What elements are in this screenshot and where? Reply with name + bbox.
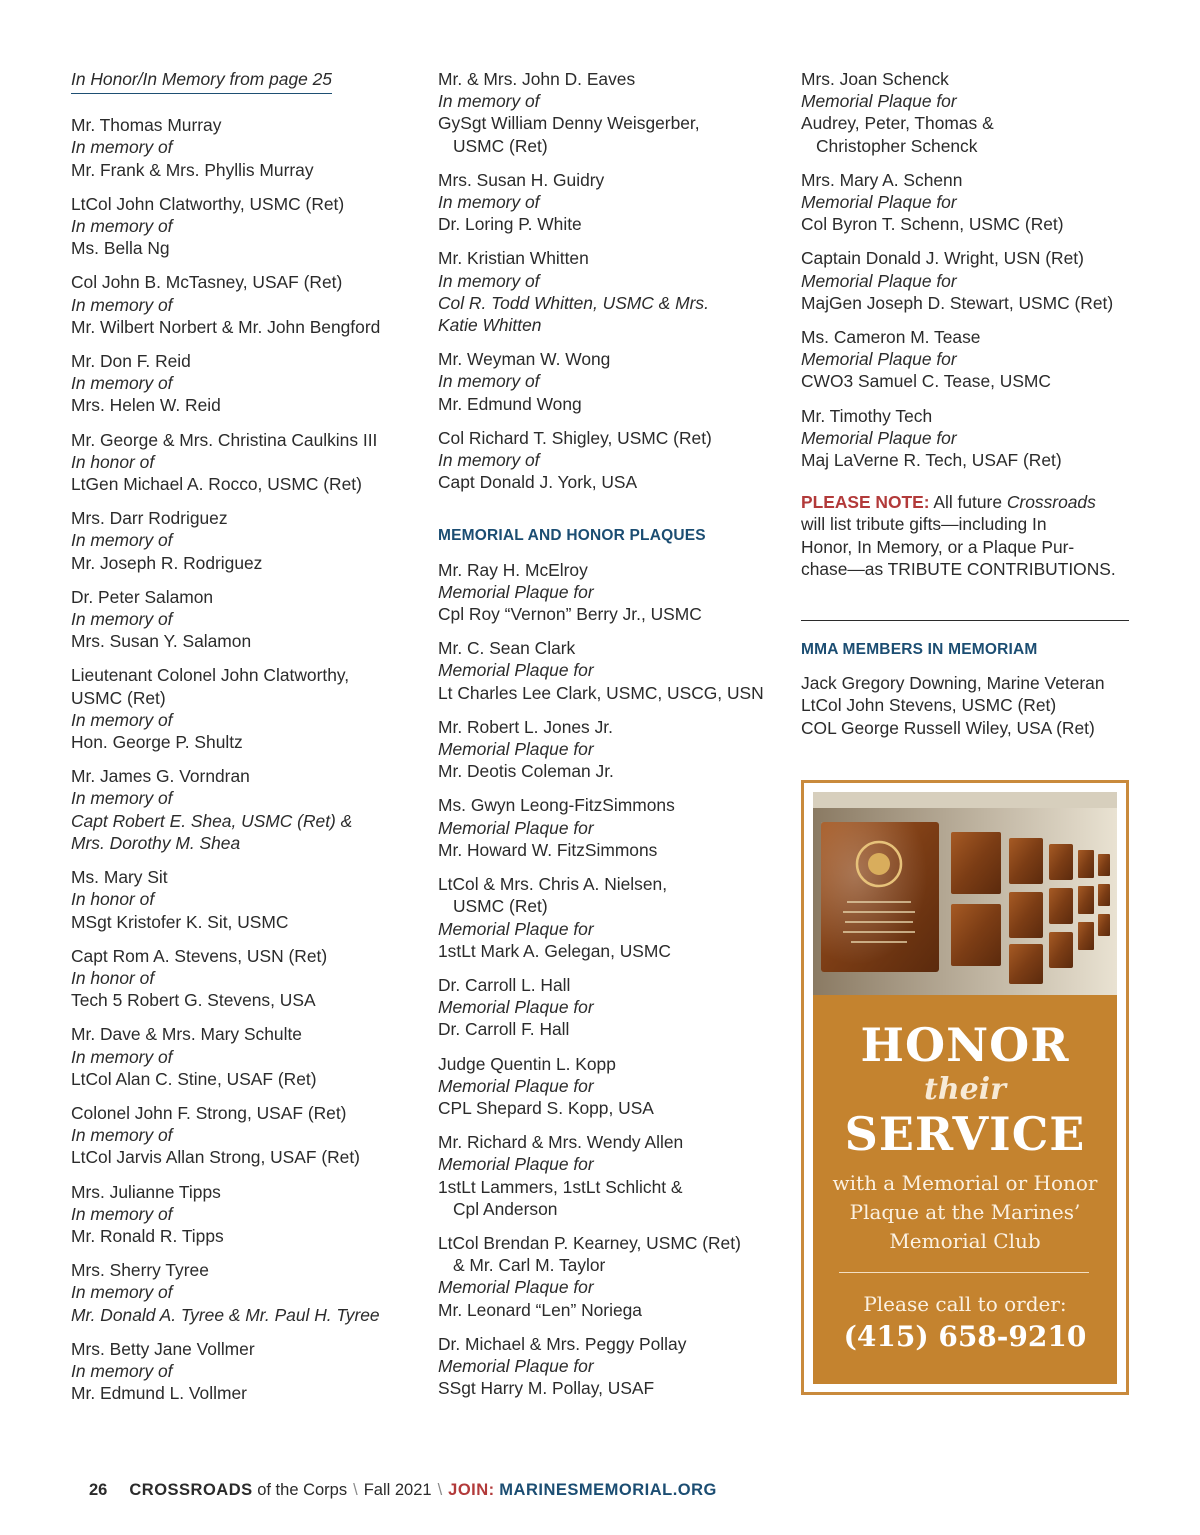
tribute-entry bbox=[71, 507, 411, 574]
honoree-name: Mr. Ronald R. Tipps bbox=[71, 1225, 224, 1246]
donor-name: Mr. Timothy Tech bbox=[801, 405, 933, 426]
honoree-name: Mrs. Helen W. Reid bbox=[71, 395, 221, 416]
honoree-name: Mrs. Susan Y. Salamon bbox=[71, 631, 252, 652]
tribute-type: Memorial Plaque for bbox=[438, 739, 594, 760]
honoree-name: USMC (Ret) bbox=[453, 896, 548, 917]
plaque-entry bbox=[801, 169, 1131, 236]
tribute-type: Memorial Plaque for bbox=[438, 918, 594, 939]
donor-name: Captain Donald J. Wright, USN (Ret) bbox=[801, 248, 1084, 269]
plaques-list-continued bbox=[801, 68, 1131, 471]
honoree-name: LtGen Michael A. Rocco, USMC (Ret) bbox=[71, 474, 362, 495]
ad-honor-text: HONOR bbox=[860, 1018, 1070, 1072]
donor-name: Mrs. Joan Schenck bbox=[801, 69, 949, 89]
tribute-type: Memorial Plaque for bbox=[801, 349, 957, 370]
member-name: LtCol John Stevens, USMC (Ret) bbox=[801, 695, 1057, 716]
page-footer bbox=[89, 1479, 717, 1501]
tribute-type: In memory of bbox=[71, 788, 173, 809]
donor-name: Ms. Mary Sit bbox=[71, 867, 168, 888]
donor-name: Mrs. Julianne Tipps bbox=[71, 1181, 221, 1202]
footer-separator: \ bbox=[437, 1481, 443, 1499]
donor-name: Mr. Don F. Reid bbox=[71, 351, 191, 372]
honoree-name: Dr. Loring P. White bbox=[438, 214, 582, 235]
honoree-name: Lt Charles Lee Clark, USMC, USCG, USN bbox=[438, 682, 764, 703]
ad-their-text: their bbox=[924, 1072, 1006, 1107]
join-label: JOIN: bbox=[448, 1481, 495, 1499]
tribute-entry bbox=[71, 429, 411, 496]
honoree-name: Mr. Deotis Coleman Jr. bbox=[438, 761, 614, 782]
donor-name: Mr. James G. Vorndran bbox=[71, 766, 250, 787]
honoree-name: CWO3 Samuel C. Tease, USMC bbox=[801, 371, 1051, 392]
donor-name: Colonel John F. Strong, USAF (Ret) bbox=[71, 1102, 347, 1123]
honoree-name: Tech 5 Robert G. Stevens, USA bbox=[71, 990, 316, 1011]
honoree-name: Ms. Bella Ng bbox=[71, 238, 170, 259]
note-text: All future bbox=[929, 492, 1007, 513]
donor-name: Dr. Michael & Mrs. Peggy Pollay bbox=[438, 1333, 687, 1354]
note-text: Honor, In Memory, or a Plaque Pur- bbox=[801, 536, 1075, 557]
tribute-type: Memorial Plaque for bbox=[438, 1355, 594, 1376]
column-left bbox=[71, 68, 411, 1416]
donor-name: Mr. Kristian Whitten bbox=[438, 248, 589, 269]
note-text: chase—as TRIBUTE CONTRIBUTIONS. bbox=[801, 558, 1116, 579]
tribute-entry bbox=[71, 664, 411, 753]
tribute-type: In memory of bbox=[71, 373, 173, 394]
honoree-name: Mr. Edmund L. Vollmer bbox=[71, 1383, 247, 1404]
donor-name: Mrs. Betty Jane Vollmer bbox=[71, 1338, 255, 1359]
mma-heading: MMA MEMBERS IN MEMORIAM bbox=[801, 641, 1038, 659]
tribute-type: Memorial Plaque for bbox=[438, 817, 594, 838]
honoree-name: MajGen Joseph D. Stewart, USMC (Ret) bbox=[801, 292, 1114, 313]
tribute-type: In honor of bbox=[71, 967, 155, 988]
honoree-name: Mr. Frank & Mrs. Phyllis Murray bbox=[71, 159, 314, 180]
tribute-type: In memory of bbox=[71, 1360, 173, 1381]
tribute-type: Memorial Plaque for bbox=[438, 660, 594, 681]
plaque-entry bbox=[438, 1232, 778, 1321]
tribute-type: In memory of bbox=[71, 609, 173, 630]
honoree-name: USMC (Ret) bbox=[71, 687, 166, 708]
plaque-entry bbox=[438, 1333, 778, 1400]
magazine-title: CROSSROADS bbox=[129, 1481, 253, 1499]
honoree-name: Mr. Wilbert Norbert & Mr. John Bengford bbox=[71, 316, 381, 337]
donor-name: Dr. Carroll L. Hall bbox=[438, 974, 571, 995]
plaque-advertisement[interactable] bbox=[801, 780, 1129, 1395]
honoree-name: SSgt Harry M. Pollay, USAF bbox=[438, 1378, 655, 1399]
member-name: COL George Russell Wiley, USA (Ret) bbox=[801, 717, 1095, 738]
plaque-entry bbox=[801, 326, 1131, 393]
tribute-type: In memory of bbox=[71, 216, 173, 237]
donor-name: Mr. Robert L. Jones Jr. bbox=[438, 716, 613, 737]
tribute-entry bbox=[71, 350, 411, 417]
tribute-type: In memory of bbox=[71, 1125, 173, 1146]
tribute-entry bbox=[71, 1181, 411, 1248]
honoree-name: LtCol Jarvis Allan Strong, USAF (Ret) bbox=[71, 1147, 360, 1168]
plaque-entry bbox=[438, 1053, 778, 1120]
plaque-entry bbox=[801, 405, 1131, 472]
donor-name: Col John B. McTasney, USAF (Ret) bbox=[71, 272, 343, 293]
plaque-entry bbox=[438, 1131, 778, 1220]
website-link[interactable]: MARINESMEMORIAL.ORG bbox=[499, 1481, 717, 1499]
donor-name: Mrs. Mary A. Schenn bbox=[801, 169, 963, 190]
honoree-name: Mr. Edmund Wong bbox=[438, 393, 582, 414]
tribute-type: In memory of bbox=[71, 709, 173, 730]
donor-name: Ms. Cameron M. Tease bbox=[801, 327, 981, 348]
honoree-name: Mr. Howard W. FitzSimmons bbox=[438, 839, 658, 860]
please-note bbox=[801, 491, 1131, 580]
plaques-list bbox=[438, 559, 778, 1400]
tribute-type: In memory of bbox=[71, 530, 173, 551]
honoree-name: Christopher Schenck bbox=[816, 135, 978, 156]
honoree-name: Katie Whitten bbox=[438, 315, 542, 336]
column-middle bbox=[438, 68, 778, 1411]
donor-name: Mr. C. Sean Clark bbox=[438, 638, 576, 659]
tribute-entry bbox=[71, 271, 411, 338]
plaque-entry bbox=[438, 794, 778, 861]
honoree-name: & Mr. Carl M. Taylor bbox=[453, 1255, 606, 1276]
tribute-entry bbox=[71, 193, 411, 260]
honor-memory-list bbox=[71, 114, 411, 1404]
footer-separator: \ bbox=[353, 1481, 358, 1499]
memorial-plaque-wall-photo bbox=[813, 792, 1117, 995]
honoree-name: Mr. Joseph R. Rodriguez bbox=[71, 552, 263, 573]
donor-name: Mr. George & Mrs. Christina Caulkins III bbox=[71, 429, 378, 450]
tribute-entry bbox=[71, 1338, 411, 1405]
donor-name: LtCol John Clatworthy, USMC (Ret) bbox=[71, 193, 345, 214]
tribute-entry bbox=[438, 169, 778, 236]
donor-name: Mr. Weyman W. Wong bbox=[438, 349, 611, 370]
honoree-name: 1stLt Mark A. Gelegan, USMC bbox=[438, 940, 671, 961]
tribute-type: In memory of bbox=[71, 1203, 173, 1224]
plaques-heading: MEMORIAL AND HONOR PLAQUES bbox=[438, 527, 706, 545]
member-name: Jack Gregory Downing, Marine Veteran bbox=[801, 673, 1105, 694]
honoree-name: CPL Shepard S. Kopp, USA bbox=[438, 1097, 654, 1118]
tribute-type: Memorial Plaque for bbox=[801, 270, 957, 291]
honoree-name: Hon. George P. Shultz bbox=[71, 732, 243, 753]
donor-name: Col Richard T. Shigley, USMC (Ret) bbox=[438, 427, 712, 448]
note-text: will list tribute gifts—including In bbox=[801, 514, 1047, 535]
tribute-entry bbox=[71, 114, 411, 181]
tribute-entry bbox=[438, 247, 778, 336]
donor-name: Mr. Thomas Murray bbox=[71, 115, 222, 136]
magazine-title-rest: of the Corps bbox=[252, 1481, 348, 1499]
mma-members-list bbox=[801, 672, 1131, 739]
tribute-type: In memory of bbox=[438, 192, 540, 213]
tribute-type: In memory of bbox=[438, 371, 540, 392]
honoree-name: Capt Donald J. York, USA bbox=[438, 472, 638, 493]
tribute-entry bbox=[71, 1259, 411, 1326]
honoree-name: USMC (Ret) bbox=[453, 135, 548, 156]
donor-name: Mr. Richard & Mrs. Wendy Allen bbox=[438, 1132, 684, 1153]
ad-service-text: SERVICE bbox=[844, 1107, 1086, 1161]
tribute-entry bbox=[71, 1102, 411, 1169]
tribute-type: Memorial Plaque for bbox=[801, 427, 957, 448]
honoree-name: LtCol Alan C. Stine, USAF (Ret) bbox=[71, 1068, 317, 1089]
donor-name: LtCol Brendan P. Kearney, USMC (Ret) bbox=[438, 1232, 741, 1253]
donor-name: Mrs. Darr Rodriguez bbox=[71, 508, 228, 529]
plaque-entry bbox=[438, 873, 778, 962]
tribute-type: In memory of bbox=[71, 137, 173, 158]
tribute-type: Memorial Plaque for bbox=[438, 1277, 594, 1298]
tribute-entry bbox=[438, 427, 778, 494]
honoree-name: Capt Robert E. Shea, USMC (Ret) & bbox=[71, 810, 353, 831]
honoree-name: Cpl Anderson bbox=[453, 1198, 558, 1219]
plaque-entry bbox=[438, 974, 778, 1041]
tribute-type: Memorial Plaque for bbox=[438, 997, 594, 1018]
tribute-type: In memory of bbox=[438, 450, 540, 471]
tribute-entry bbox=[71, 866, 411, 933]
donor-name: Judge Quentin L. Kopp bbox=[438, 1053, 616, 1074]
donor-name: Ms. Gwyn Leong-FitzSimmons bbox=[438, 795, 675, 816]
ad-subtitle: with a Memorial or Honor Plaque at the Marines’ Memorial Club bbox=[832, 1171, 1098, 1253]
honoree-name: Col Byron T. Schenn, USMC (Ret) bbox=[801, 214, 1064, 235]
please-note-label: PLEASE NOTE: bbox=[801, 492, 930, 513]
tribute-type: Memorial Plaque for bbox=[801, 192, 957, 213]
tribute-entry bbox=[71, 1023, 411, 1090]
issue-date: Fall 2021 bbox=[363, 1481, 432, 1499]
tribute-type: In memory of bbox=[438, 91, 540, 112]
honoree-name: Dr. Carroll F. Hall bbox=[438, 1019, 570, 1040]
tribute-type: Memorial Plaque for bbox=[801, 91, 957, 112]
plaque-entry bbox=[801, 68, 1131, 157]
tribute-type: Memorial Plaque for bbox=[438, 1075, 594, 1096]
honoree-name: Audrey, Peter, Thomas & bbox=[801, 113, 994, 134]
honoree-name: Mr. Leonard “Len” Noriega bbox=[438, 1299, 642, 1320]
plaque-entry bbox=[801, 247, 1131, 314]
donor-name: Mrs. Susan H. Guidry bbox=[438, 169, 605, 190]
donor-name: Dr. Peter Salamon bbox=[71, 586, 214, 607]
honoree-name: Maj LaVerne R. Tech, USAF (Ret) bbox=[801, 450, 1062, 471]
column-right bbox=[801, 68, 1131, 739]
ad-phone-number[interactable]: (415) 658-9210 bbox=[843, 1320, 1087, 1353]
donor-name: Lieutenant Colonel John Clatworthy, bbox=[71, 665, 350, 686]
honoree-name: GySgt William Denny Weisgerber, bbox=[438, 113, 700, 134]
tribute-entry bbox=[438, 348, 778, 415]
honoree-name: Mrs. Dorothy M. Shea bbox=[71, 832, 241, 853]
honoree-name: 1stLt Lammers, 1stLt Schlicht & bbox=[438, 1176, 683, 1197]
tribute-type: Memorial Plaque for bbox=[438, 581, 594, 602]
donor-name: Mrs. Sherry Tyree bbox=[71, 1260, 209, 1281]
ad-call-to-action: Please call to order: bbox=[863, 1292, 1067, 1316]
tribute-type: In honor of bbox=[71, 451, 155, 472]
tribute-entry bbox=[438, 68, 778, 157]
honoree-name: MSgt Kristofer K. Sit, USMC bbox=[71, 911, 289, 932]
plaque-entry bbox=[438, 559, 778, 626]
tribute-entry bbox=[71, 765, 411, 854]
ad-text-panel bbox=[813, 995, 1117, 1384]
honoree-name: Mr. Donald A. Tyree & Mr. Paul H. Tyree bbox=[71, 1304, 380, 1325]
tribute-type: In memory of bbox=[71, 1046, 173, 1067]
tribute-type: Memorial Plaque for bbox=[438, 1154, 594, 1175]
donor-name: Capt Rom A. Stevens, USN (Ret) bbox=[71, 945, 328, 966]
honoree-name: Cpl Roy “Vernon” Berry Jr., USMC bbox=[438, 604, 702, 625]
section-divider bbox=[801, 620, 1129, 621]
continued-from-header: In Honor/In Memory from page 25 bbox=[71, 68, 332, 94]
ad-divider bbox=[839, 1272, 1089, 1273]
page-number: 26 bbox=[89, 1481, 108, 1499]
note-text: Crossroads bbox=[1006, 492, 1096, 513]
tribute-entry bbox=[71, 586, 411, 653]
honor-memory-list-continued bbox=[438, 68, 778, 493]
tribute-type: In honor of bbox=[71, 889, 155, 910]
tribute-type: In memory of bbox=[438, 270, 540, 291]
plaque-entry bbox=[438, 637, 778, 704]
honoree-name: Col R. Todd Whitten, USMC & Mrs. bbox=[438, 292, 709, 313]
donor-name: Mr. Dave & Mrs. Mary Schulte bbox=[71, 1024, 302, 1045]
donor-name: Mr. & Mrs. John D. Eaves bbox=[438, 69, 636, 89]
tribute-type: In memory of bbox=[71, 1282, 173, 1303]
donor-name: LtCol & Mrs. Chris A. Nielsen, bbox=[438, 874, 668, 895]
tribute-entry bbox=[71, 945, 411, 1012]
plaque-entry bbox=[438, 716, 778, 783]
tribute-type: In memory of bbox=[71, 294, 173, 315]
donor-name: Mr. Ray H. McElroy bbox=[438, 559, 588, 580]
